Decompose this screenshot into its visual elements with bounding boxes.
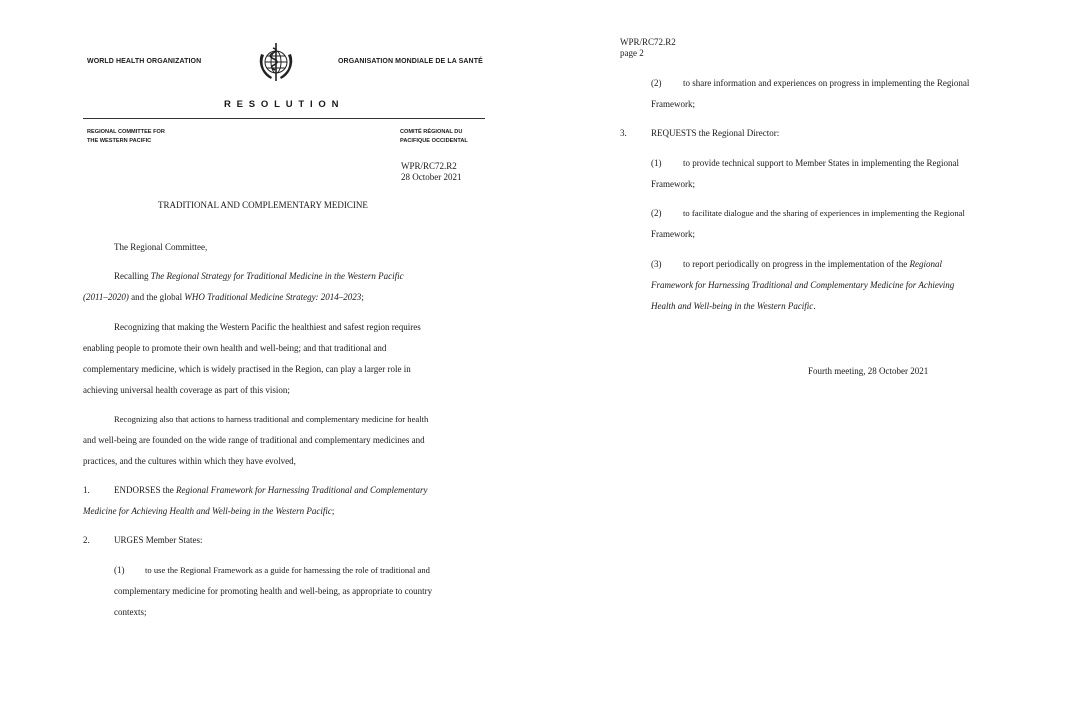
sub-item-1-line-2: complementary medicine for promoting health and well-being, as appropriate to country [114,586,433,596]
request-2-line-1: to facilitate dialogue and the sharing of experiences in implementing the Regional [683,208,965,218]
document-number: WPR/RC72.R2 [620,37,676,47]
page-two-header [620,37,676,59]
sub-item-1-number: (1) [114,565,125,575]
recognizing-line-3: complementary medicine, which is widely practised in the Region, can play a larger role in [83,364,411,374]
header-org-french: ORGANISATION MONDIALE DE LA SANTÉ [338,58,483,65]
document-reference [401,161,462,183]
meeting-date: Fourth meeting, 28 October 2021 [808,366,929,376]
item-1-line-1: ENDORSES the Regional Framework for Harnessing Traditional and Complementary [114,485,428,495]
request-1-number: (1) [651,158,662,168]
page-two [540,0,1080,701]
recognizing-also-line-1: Recognizing also that actions to harness traditional and complementary medicine for health [114,414,429,424]
recognizing-also-line-3: practices, and the cultures within which they have evolved, [83,456,296,466]
header-org-english: WORLD HEALTH ORGANIZATION [87,58,202,65]
recognizing-also-line-2: and well-being are founded on the wide range of traditional and complementary medicines and [83,435,425,445]
recalling-line-2: (2011–2020) and the global WHO Traditional Medicine Strategy: 2014–2023; [83,292,364,302]
resolution-heading: RESOLUTION [224,99,345,110]
item-1-number: 1. [83,485,90,495]
request-3-line-2: Framework for Harnessing Traditional and Complementary Medicine for Achieving [651,280,955,290]
item-2-number: 2. [83,535,90,545]
document-date: 28 October 2021 [401,172,462,182]
item-3-number: 3. [620,128,627,138]
request-3-number: (3) [651,259,662,269]
sub-item-2-number: (2) [651,78,662,88]
recalling-line-1: Recalling The Regional Strategy for Traditional Medicine in the Western Pacific [114,271,404,281]
committee-english: REGIONAL COMMITTEE FOR THE WESTERN PACIFIC [87,129,165,144]
request-3-line-3: Health and Well-being in the Western Pacific. [651,301,816,311]
recognizing-line-2: enabling people to promote their own health and well-being; and that traditional and [83,343,387,353]
item-2-text: URGES Member States: [114,535,203,545]
request-2-line-2: Framework; [651,229,695,239]
committee-french: COMITÉ RÉGIONAL DU PACIFIQUE OCCIDENTAL [400,129,468,144]
recognizing-line-1: Recognizing that making the Western Pacific the healthiest and safest region requires [114,322,421,332]
preamble-opening: The Regional Committee, [114,242,208,252]
sub-item-1-line-1: to use the Regional Framework as a guide for harnessing the role of traditional and [145,565,430,575]
page-number: page 2 [620,48,644,58]
document-number: WPR/RC72.R2 [401,161,457,171]
sub-item-2-line-2: Framework; [651,99,695,109]
request-2-number: (2) [651,208,662,218]
who-emblem-icon [256,40,296,88]
sub-item-2-line-1: to share information and experiences on progress in implementing the Regional [683,78,970,88]
request-1-line-2: Framework; [651,179,695,189]
header-divider [83,118,485,119]
item-3-text: REQUESTS the Regional Director: [651,128,780,138]
request-3-line-1: to report periodically on progress in the implementation of the Regional [683,259,942,269]
item-1-line-2: Medicine for Achieving Health and Well-being in the Western Pacific; [83,506,335,516]
resolution-title: TRADITIONAL AND COMPLEMENTARY MEDICINE [158,200,368,210]
recognizing-line-4: achieving universal health coverage as part of this vision; [83,385,290,395]
sub-item-1-line-3: contexts; [114,607,147,617]
request-1-line-1: to provide technical support to Member States in implementing the Regional [683,158,959,168]
